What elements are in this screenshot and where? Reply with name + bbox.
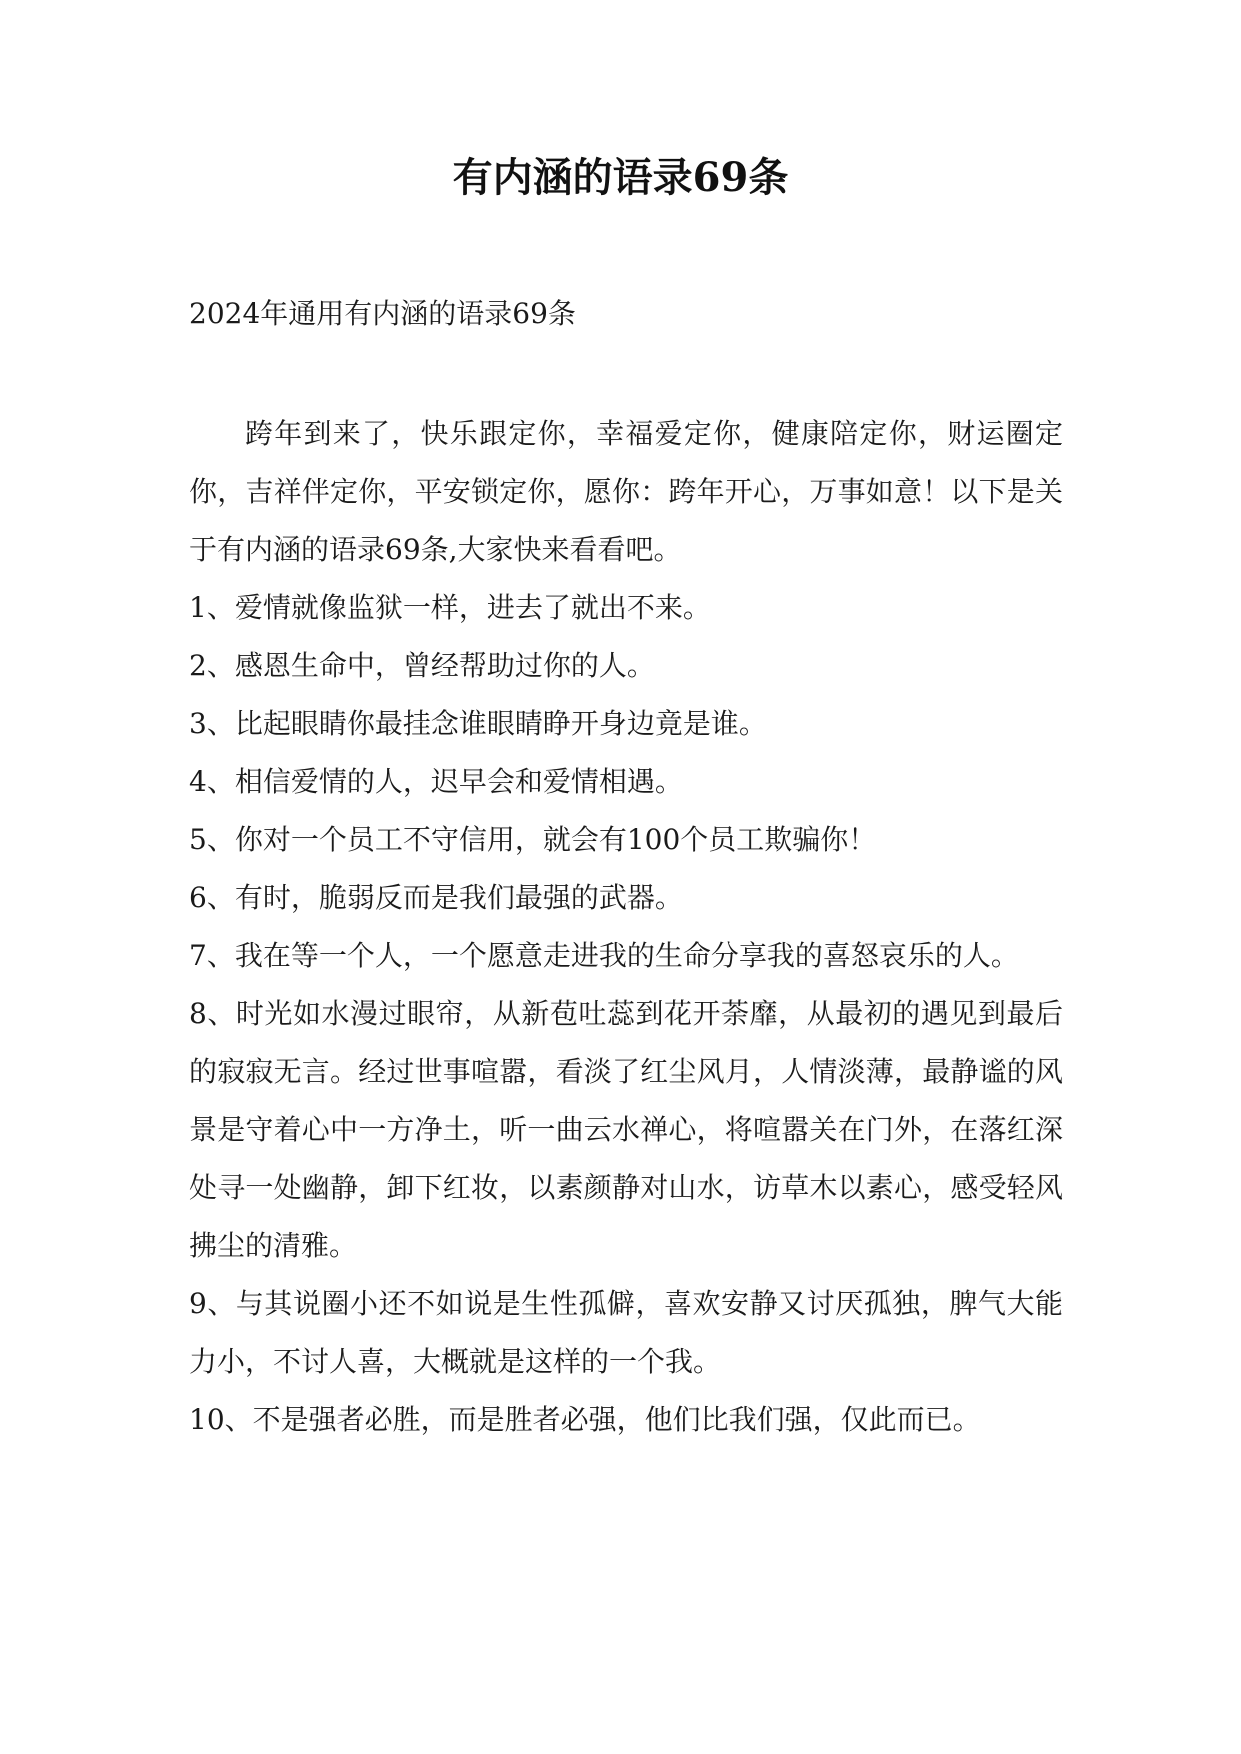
quote-item-10: 10、不是强者必胜，而是胜者必强，他们比我们强，仅此而已。 — [189, 1403, 981, 1436]
document-body — [189, 405, 1063, 1449]
intro-paragraph: 跨年到来了，快乐跟定你，幸福爱定你，健康陪定你，财运圈定你，吉祥伴定你，平安锁定你，愿你：跨年开心，万事如意！以下是关于有内涵的语录69条,大家快来看看吧。 — [189, 417, 1063, 566]
document-title: 有内涵的语录69条 — [452, 154, 789, 201]
quote-item-4: 4、相信爱情的人，迟早会和爱情相遇。 — [189, 765, 683, 798]
quote-item-2: 2、感恩生命中，曾经帮助过你的人。 — [189, 649, 655, 682]
quote-item-6: 6、有时，脆弱反而是我们最强的武器。 — [189, 881, 683, 914]
document-subtitle: 2024年通用有内涵的语录69条 — [189, 297, 576, 330]
quote-item-1: 1、爱情就像监狱一样，进去了就出不来。 — [189, 591, 711, 624]
quote-item-3: 3、比起眼睛你最挂念谁眼睛睁开身边竟是谁。 — [189, 707, 767, 740]
quote-item-8: 8、时光如水漫过眼帘，从新苞吐蕊到花开荼靡，从最初的遇见到最后的寂寂无言。经过世事喧嚣，看淡了红尘风月，人情淡薄，最静谧的风景是守着心中一方净土，听一曲云水禅心，将喧嚣关在门外，在落红深处寻一处幽静，卸下红妆，以素颜静对山水，访草木以素心，感受轻风拂尘的清雅。 — [189, 997, 1063, 1262]
quote-item-9: 9、与其说圈小还不如说是生性孤僻，喜欢安静又讨厌孤独，脾气大能力小，不讨人喜，大概就是这样的一个我。 — [189, 1287, 1063, 1378]
quote-item-5: 5、你对一个员工不守信用，就会有100个员工欺骗你！ — [189, 823, 877, 856]
quote-item-7: 7、我在等一个人，一个愿意走进我的生命分享我的喜怒哀乐的人。 — [189, 939, 1019, 972]
